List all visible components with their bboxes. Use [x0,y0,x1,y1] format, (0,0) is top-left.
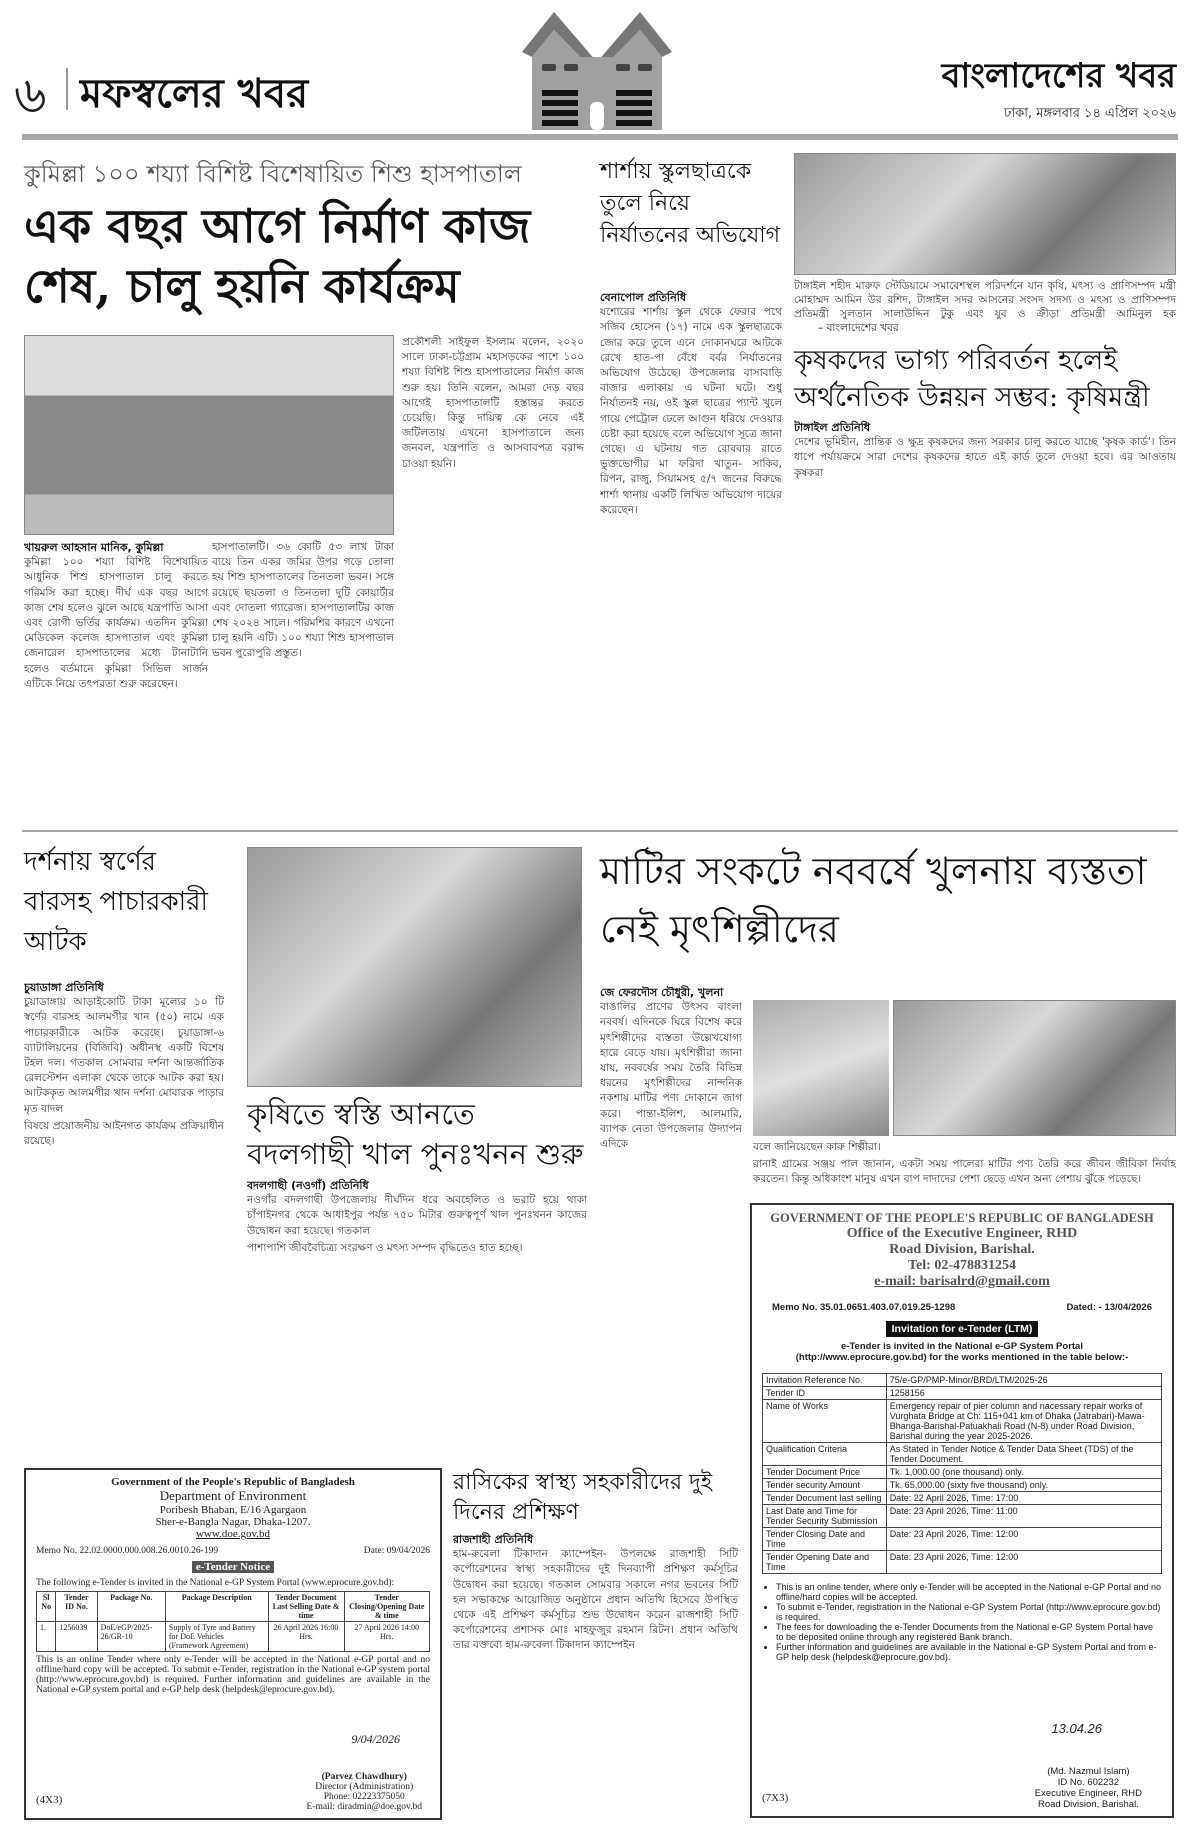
rhd-designation: Executive Engineer, RHD [1034,1788,1142,1799]
darshana-headline: দর্শনায় স্বর্ণের বারসহ পাচারকারী আটক [24,847,208,957]
rhd-line2: Office of the Executive Engineer, RHD [846,1226,1078,1241]
doe-intro: The following e-Tender is invited in the National e-GP System Portal (www.eprocure.gov.bd): [36,1578,395,1588]
hospital-photo [24,335,394,535]
table-row [763,1387,1162,1400]
khulna-caption: বলে জানিয়েছেন কারু শিল্পীরা। [753,1141,881,1153]
doe-memo: Memo No. 22.02.0000.000.008.26.0010.26-199 [36,1546,219,1556]
header-rule [22,134,1178,140]
darshana-body [24,980,224,1460]
caption-text: টাঙ্গাইল শহীদ মারুফ স্টেডিয়ামে সমাবেশস্থল পরিদর্শনে যান কৃষি, মৎস্য ও প্রাণিসম্পদ মন্ত্রী মোহাম্মদ আমিন উর রশিদ, টাঙ্গাইল সদর আসনের সংসদ সদস্য ও মৎস্য ও প্রাণিসম্পদ প্রতিমন্ত্রী সুলতান সালাউদ্দিন টুকু এবং যুব ও ক্রীড়া প্রতিমন্ত্রী আমিনুল হক [794,280,1176,320]
doe-signature: 9/04/2026 [351,1732,400,1746]
khulna-after: রানাই গ্রামের সঞ্জয় পাল জানান, একটা সময় পালেরা মাটির পণ্য তৈরি করে জীবন জীবিকা নির্বাহ করতেন। কিন্তু অধিকাংশ মানুষ এখন বাপ দাদাদের পেশা ছেড়ে এখন অন্য পেশায় ঝুঁকে পড়েছে। [753,1158,1176,1186]
minister-byline: টাঙ্গাইল প্রতিনিধি [794,421,871,434]
td: DoE/eGP/2025-26/GR-10 [97,1622,165,1652]
lead-col-3 [402,335,584,825]
doe-phone: Phone: 02223375050 [323,1792,405,1802]
dateline: ঢাকা, মঙ্গলবার ১৪ এপ্রিল ২০২৬ [1003,106,1176,121]
row-value: Emergency repair of pier column and nacessary repair works of Vurghata Bridge at Ch: 115+041 km of Dhaka (Jatrabari)-Mawa-Bhanga-Barishal-Patuakhali Road (N-8) under Road Division, Barishal during the year 2025-2026. [886,1400,1161,1443]
lead-text-2: হাসপাতালটি। ৩৬ কোটি ৫৩ লাখ টাকা ব্যয়ে তিন একর জমির উপর গড়ে তোলা হয় শিশু হাসপাতালের তিনতলা ভবন। সঙ্গে রয়েছে ছয়তলা ও তিনতলা দুটি কোয়ার্টার এবং দোতলা গ্যারেজ। হাসপাতালটির কাজ শেষ ২০২৪ সালে। গরিমশির কারণে এখনো চালু হয়নি এটি। ১০০ শয্যা শিশু হাসপাতাল ভবন পুরোপুরি প্রস্তুত। [212,541,394,660]
doe-line1: Government of the People's Republic of Bangladesh [111,1476,355,1488]
sharsha-byline: বেনাপোল প্রতিনিধি [600,291,687,304]
pottery-photo-left [753,1000,889,1136]
table-row [37,1622,430,1652]
table-row [763,1551,1162,1574]
table-row [763,1505,1162,1528]
td: 26 April 2026 16:00 Hrs. [268,1622,344,1652]
rhd-size: (7X3) [762,1792,789,1804]
doe-line3: Poribesh Bhaban, E/16 Agargaon [159,1504,307,1516]
khulna-body [600,985,742,1460]
minister-text: দেশের ভূমিহীন, প্রান্তিক ও ক্ষুদ্র কৃষকদের জন্য সরকার চালু করতে যাচ্ছে 'কৃষক কার্ড'। তিন ধাপে পর্যায়ক্রমে সারা দেশের কৃষকদের হাতে এই কার্ড তুলে দেওয়া হবে। এর আওতায় কৃষকরা [794,436,1176,479]
row-label: Tender Document Price [763,1466,887,1479]
lead-col-1 [24,540,208,825]
sharsha-text: যশোরের শার্শায় স্কুল থেকে ফেরার পথে সজিব হোসেন (১৭) নামে এক স্কুলছাত্রকে জোর করে তুলে এনে দোকানঘরে আটকে রেখে হাত-পা বেঁধে বর্বর নির্যাতনের অভিযোগ উঠেছে। উপজেলার বাসাবাড়ি বাজার এলাকায় এ ঘটনা ঘটে। শুধু নির্যাতনই নয়, ওই স্কুল ছাত্রের প্যান্ট খুলে গায়ে পেট্রোল ঢেলে আগুন ধরিয়ে দেওয়ার চেষ্টা করা হয়েছে বলে অভিযোগ সূত্রে জানা গেছে। এ ঘটনায় গত রোববার রাতে ভুক্তভোগীর মা ফরিদা খাতুন- সাকিব, রিপন, রাজু, সিয়ামসহ ৫/৭ জনের বিরুদ্ধে শার্শা থানায় একটি লিখিত অভিযোগ দায়ের করেছেন। [600,306,782,516]
pottery-shop-photo [893,1000,1176,1136]
bullet: • To submit e-Tender, registration in the National e-GP System Portal (http://www.eprocure.gov.bd) is required. [776,1602,1162,1622]
masthead-logo: বাংলাদেশের খবর [941,56,1176,96]
row-value: Tk. 65,000.00 (sixty five thousand) only. [886,1479,1161,1492]
rhd-line3: Road Division, Barishal. [889,1242,1035,1257]
td: Supply of Tyre and Battery for DoE Vehicles (Framework Agreement) [165,1622,268,1652]
doe-size: (4X3) [36,1794,63,1806]
house-logo [512,12,682,132]
rhd-title: Invitation for e-Tender (LTM) [886,1321,1039,1337]
khulna-caption-text [753,1140,1176,1200]
row-value: Date: 23 April 2026, Time: 12:00 [886,1551,1161,1574]
rhd-id: ID No. 602232 [1057,1777,1120,1788]
header-divider [66,68,68,110]
minister-photo [794,153,1176,275]
table-row [763,1479,1162,1492]
badalgachhi-tail: পাশাপাশি জীববৈচিত্র্য সংরক্ষণ ও মৎস্য সম্পদ বৃদ্ধিতেও হাত হচ্ছে। [247,1241,523,1254]
td: 1256039 [56,1622,97,1652]
doe-footer: This is an online Tender where only e-Tender will be accepted in the National e-GP portal and no offline/hard copy will be accepted. To submit e-Tender, registration in the National e-GP system portal (http://www.eprocure.gov.bd) is required. Further information and guidelines are available in the National e-GP system portal and e-GP help desk (helpdesk@eprocure.gov.bd). [36,1655,430,1695]
rhd-intro: e-Tender is invited in the National e-GP System Portal (http://www.eprocure.gov.bd) for the works mentioned in the table below:- [795,1341,1129,1363]
lead-kicker: কুমিল্লা ১০০ শয্যা বিশিষ্ট বিশেষায়িত শিশু হাসপাতাল [24,160,522,188]
table-row [763,1443,1162,1466]
row-label: Qualification Criteria [763,1443,887,1466]
doe-website[interactable]: www.doe.gov.bd [195,1528,271,1540]
doe-designation: Director (Administration) [315,1782,414,1792]
minister-headline: কৃষকদের ভাগ্য পরিবর্তন হলেই অর্থনৈতিক উন্নয়ন সম্ভব: কৃষিমন্ত্রী [794,345,1150,413]
th: Tender ID No. [56,1592,97,1622]
lead-byline: খায়রুল আহসান মানিক, কুমিল্লা [24,541,164,554]
doe-signatory: (Parvez Chawdhury) [321,1772,407,1782]
row-value: Date: 23 April 2026, Time: 12:00 [886,1528,1161,1551]
table-row [763,1374,1162,1387]
badalgachhi-text: নওগাঁর বদলগাছী উপজেলায় দীর্ঘদিন ধরে অবহেলিত ও ভরাট হয়ে থাকা চাঁপাইনগর থেকে আধাইপুর পর্যন্ত ৭৫০ মিটার গুরুত্বপূর্ণ খাল পুনঃখনন কাজের উদ্বোধন করা হয়েছে। গতকাল [247,1194,587,1237]
row-value: Date: 22 April 2026, Time: 17:00 [886,1492,1161,1505]
bullet: • The fees for downloading the e-Tender Documents from the National e-GP System Portal have to be deposited online through any registered Bank branch. [776,1622,1162,1642]
rasik-headline: রাসিকের স্বাস্থ্য সহকারীদের দুই দিনের প্রশিক্ষণ [453,1470,713,1525]
bullet: • This is an online tender, where only e-Tender will be accepted in the National e-GP Portal and no offline/hard copies will be accepted. [776,1582,1162,1602]
darshana-byline: চুয়াডাঙ্গা প্রতিনিধি [24,981,104,994]
rhd-email[interactable]: e-mail: barisalrd@gmail.com [874,1274,1050,1289]
rhd-tender-table [762,1373,1162,1574]
row-value: Date: 23 April 2026, Time: 11:00 [886,1505,1161,1528]
rasik-text: হাম-রুবেলা টিকাদান ক্যাম্পেইন- উপলক্ষে রাজশাহী সিটি কর্পোরেশনের স্বাস্থ্য সহকারীদের দুই দিনব্যাপী প্রশিক্ষণ কর্মসূচির উদ্বোধন করা হয়েছে। গতকাল সোমবার সকালে নগর ভবনের সিটি হল সভাকক্ষে আয়োজিত অনুষ্ঠানে প্রধান অতিথি হিসেবে উপস্থিত থেকে এই প্রশিক্ষণ কর্মসূচির শুভ উদ্বোধন করেন রাজশাহী সিটি কর্পোরেশনের প্রশাসক মোঃ মাহফুজুর রহমান রিটন। প্রধান অতিথি তার বক্তব্যে হাম-রুবেলা টিকাদান ক্যাম্পেইন [453,1548,738,1652]
rhd-tender-notice [750,1203,1174,1818]
td: 27 April 2026 14:00 Hrs. [344,1622,430,1652]
th: Package No. [97,1592,165,1622]
section-title: মফস্বলের খবর [80,70,309,117]
td: 1. [37,1622,56,1652]
lead-text-3: প্রকৌশলী সাইফুল ইসলাম বলেন, ২০২০ সালে ঢাকা-চট্টগ্রাম মহাসড়কের পাশে ১০০ শয্যা বিশিষ্ট শিশু হাসপাতালের নির্মাণ কাজ শুরু হয়। তিনি বলেন, আমরা দেড় বছর আগেই হাসপাতালটি হস্তান্তর করতে চেয়েছি। কিন্তু দায়িত্ব কে নেবে এই জটিলতায় এখনো হাসপাতালে জন্য জনবল, যন্ত্রপাতি ও আসবাবপত্র বরাদ্দ চাওয়া হয়নি। [402,336,584,470]
row-label: Invitation Reference No. [763,1374,887,1387]
darshana-tail: বিষয়ে প্রয়োজনীয় আইনগত কার্যক্রম প্রক্রিয়াধীন রয়েছে। [24,1119,224,1148]
doe-date: Date: 09/04/2026 [363,1546,430,1556]
doe-line4: Sher-e-Bangla Nagar, Dhaka-1207. [155,1516,311,1528]
row-value: 75/e-GP/PMP-Minor/BRD/LTM/2025-26 [886,1374,1161,1387]
row-value: Tk. 1,000.00 (one thousand) only. [886,1466,1161,1479]
th: Tender Closing/Opening Date & time [344,1592,430,1622]
rasik-body [453,1532,738,1817]
darshana-text: চুয়াডাঙ্গায় আড়াইকোটি টাকা মূল্যের ১০ টি স্বর্ণের বারসহ আলমগীর খান (৫০) নামে এক পাচারকারীকে আটক করেছে। চুয়াডাঙ্গা-৬ ব্যাটালিয়নের (বিজিবি) অধীনস্থ একটি বিশেষ টহল দল। গতকাল সোমবার দর্শনা আন্তর্জাতিক রেলস্টেশন এলাকা থেকে তাকে আটক করা হয়। আটককৃত আলমগীর খান দর্শনা মোবারক পাড়ার মৃত বাদল [24,996,224,1115]
khulna-byline: জে ফেরদৌস চৌধুরী, খুলনা [600,986,724,999]
table-row [763,1528,1162,1551]
rhd-office: Road Division, Barishal. [1037,1799,1139,1810]
minister-body [794,420,1176,825]
table-row [763,1492,1162,1505]
lead-col-2 [212,540,394,825]
th: Tender Document Last Selling Date & time [268,1592,344,1622]
table-row [763,1466,1162,1479]
th: Sl No [37,1592,56,1622]
rhd-signatory: (Md. Nazmul Islam) [1047,1766,1130,1777]
row-label: Last Date and Time for Tender Security Submission [763,1505,887,1528]
row-label: Tender security Amount [763,1479,887,1492]
badalgachhi-body [247,1178,587,1463]
khulna-headline: মাটির সংকটে নববর্ষে খুলনায় ব্যস্ততা নেই মৃৎশিল্পীদের [600,849,1147,951]
row-value: 1258156 [886,1387,1161,1400]
khulna-text: বাঙালির প্রাণের উৎসব বাংলা নববর্ষ। এদিনকে ঘিরে বিশেষ করে মৃৎশিল্পীদের ব্যস্ততা উল্লেখযোগ্য হারে বেড়ে যায়। মৃৎশিল্পীরা জানা যায়, নববর্ষের সময় তৈরি বিভিন্ন ধরনের মৃৎশিল্পীদের নান্দনিক নকশায় মাটির পণ্য দোকানে জাগ করে। পান্তা-ইলিশ, আলমারি, ব্যাপক নেতা উপজেলার উদ্যাপন এদিকে [600,1001,742,1151]
photo-credit: – বাংলাদেশের খবর [818,322,899,334]
lead-headline: এক বছর আগে নির্মাণ কাজ শেষ, চালু হয়নি কার্যক্রম [24,199,531,313]
sharsha-headline: শার্শায় স্কুলছাত্রকে তুলে নিয়ে নির্যাতনের অভিযোগ [600,159,781,248]
bullet: • Further information and guidelines are available in the National e-GP System Portal and from e-GP help desk (helpdesk@eprocure.gov.bd). [776,1642,1162,1662]
rhd-bullets [776,1582,1162,1662]
rhd-signature: 13.04.26 [1051,1721,1102,1736]
rhd-line1: GOVERNMENT OF THE PEOPLE'S REPUBLIC OF BANGLADESH [770,1211,1154,1225]
row-label: Tender Closing Date and Time [763,1528,887,1551]
row-label: Tender Opening Date and Time [763,1551,887,1574]
doe-line2: Department of Environment [159,1488,307,1503]
row-label: Tender Document last selling [763,1492,887,1505]
sharsha-body [600,290,782,825]
rhd-date: Dated: - 13/04/2026 [1066,1302,1152,1313]
row-value: As Stated in Tender Notice & Tender Data Sheet (TDS) of the Tender Document. [886,1443,1161,1466]
section-rule [22,830,1178,832]
rhd-tel: Tel: 02-478831254 [908,1258,1016,1273]
doe-tender-notice [24,1468,442,1820]
th: Package Description [165,1592,268,1622]
badalgachhi-headline: কৃষিতে স্বস্তি আনতে বদলগাছী খাল পুনঃখনন শুরু [247,1097,584,1171]
row-label: Tender ID [763,1387,887,1400]
lead-text-1: কুমিল্লা ১০০ শয্যা বিশিষ্ট বিশেষায়িত আধুনিক শিশু হাসপাতাল চালু করতে গরিমসি করা হচ্ছে। দীর্ঘ এক বছর আগে কাজ শেষ হলেও ঝুলে আছে যন্ত্রপাতি আসা এবং রোগী ভর্তির কার্যক্রম। এতদিন কুমিল্লা মেডিকেল কলেজ হাসপাতাল এবং কুমিল্লা জেনারেল হাসপাতালের মধ্যে টানাটানি হলেও বর্তমানে কুমিল্লা সিভিল সার্জন এটিকে নিয়ে তৎপরতা শুরু করেছেন। [24,556,208,690]
rasik-byline: রাজশাহী প্রতিনিধি [453,1533,534,1546]
khal-excavation-photo [247,847,582,1087]
table-row [763,1400,1162,1443]
minister-caption [794,279,1176,335]
rhd-memo: Memo No. 35.01.0651.403.07.019.25-1298 [772,1302,956,1313]
page-number: ৬ [14,66,47,124]
badalgachhi-byline: বদলগাছী (নওগাঁ) প্রতিনিধি [247,1179,369,1192]
doe-title: e-Tender Notice [192,1561,274,1573]
doe-tender-table [36,1591,430,1652]
doe-email: E-mail: diradmin@doe.gov.bd [306,1802,422,1812]
row-label: Name of Works [763,1400,887,1443]
